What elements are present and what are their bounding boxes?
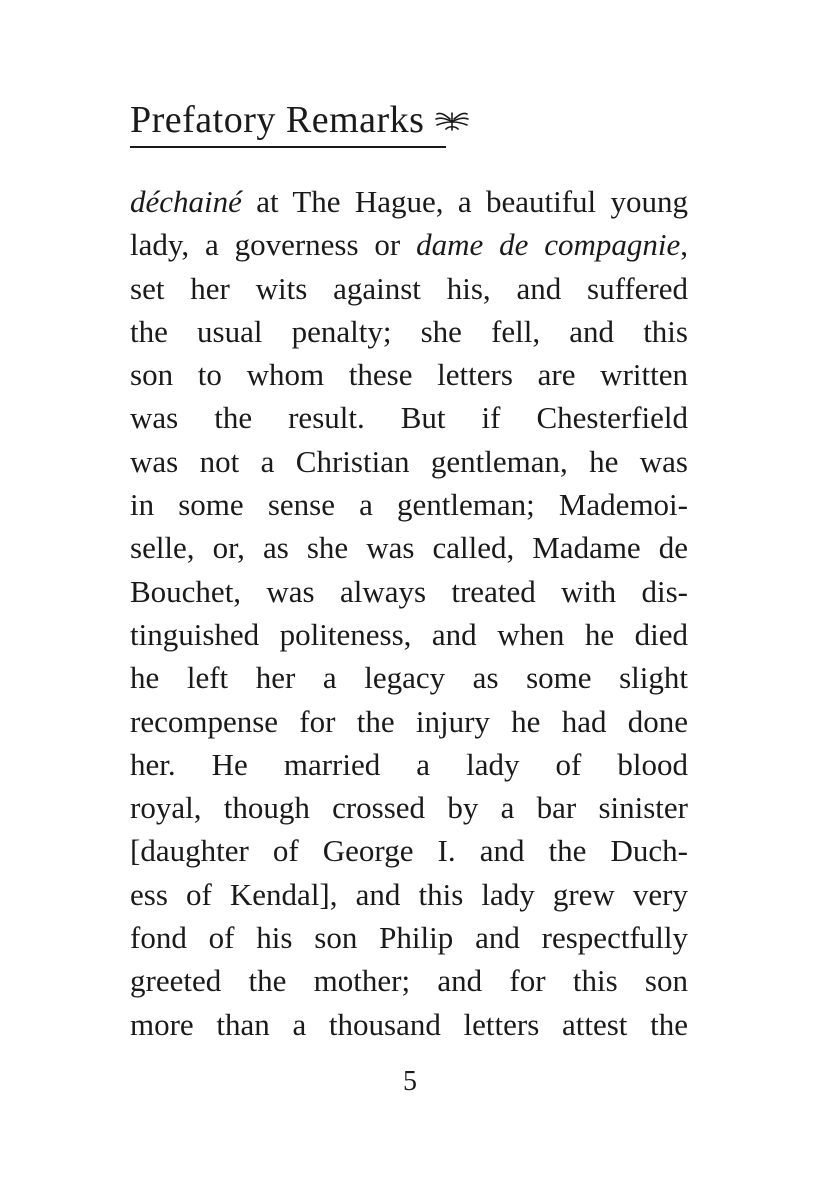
text-line: in some sense a gentleman; Mademoi- bbox=[130, 487, 688, 523]
text-line: greeted the mother; and for this son bbox=[130, 963, 688, 999]
text-line bbox=[130, 223, 688, 266]
body-text bbox=[130, 180, 688, 1046]
text-line bbox=[130, 180, 688, 223]
running-head-title: Prefatory Remarks bbox=[130, 99, 425, 141]
text-line: more than a thousand letters attest the bbox=[130, 1006, 688, 1042]
text-line: selle, or, as she was called, Madame de bbox=[130, 530, 688, 566]
text-line: recompense for the injury he had done bbox=[130, 703, 688, 739]
text-line: Bouchet, was always treated with dis- bbox=[130, 573, 688, 609]
line-text: lady, a governess or bbox=[130, 227, 417, 263]
running-head bbox=[130, 98, 470, 142]
italic-phrase: dame de compagnie bbox=[416, 227, 681, 263]
text-line: royal, though crossed by a bar sinister bbox=[130, 790, 688, 826]
text-line: [daughter of George I. and the Duch- bbox=[130, 833, 688, 869]
fleuron-icon bbox=[434, 110, 470, 132]
line-text: , bbox=[680, 227, 688, 263]
text-line: fond of his son Philip and respectfully bbox=[130, 920, 688, 956]
text-line: son to whom these letters are written bbox=[130, 357, 688, 393]
text-line: was not a Christian gentleman, he was bbox=[130, 443, 688, 479]
text-line: he left her a legacy as some slight bbox=[130, 660, 688, 696]
text-line: set her wits against his, and suffered bbox=[130, 270, 688, 306]
text-line: tinguished politeness, and when he died bbox=[130, 616, 688, 652]
text-line: her. He married a lady of blood bbox=[130, 746, 688, 782]
text-line: ess of Kendal], and this lady grew very bbox=[130, 876, 688, 912]
italic-word: déchainé bbox=[130, 184, 242, 219]
line-text: at The Hague, a beautiful young bbox=[241, 184, 688, 219]
running-head-rule bbox=[130, 146, 446, 148]
text-line: was the result. But if Chesterfield bbox=[130, 400, 688, 436]
text-line: the usual penalty; she fell, and this bbox=[130, 313, 688, 349]
page-number: 5 bbox=[403, 1066, 417, 1097]
